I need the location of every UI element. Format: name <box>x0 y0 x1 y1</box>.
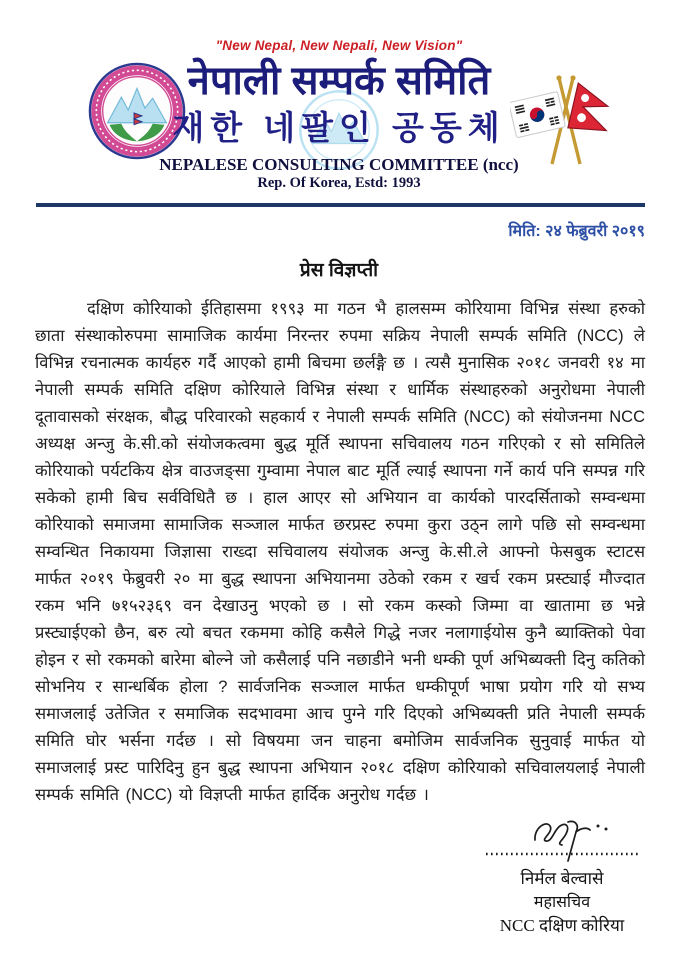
signature-block <box>480 814 644 938</box>
org-subtitle: Rep. Of Korea, Estd: 1993 <box>257 175 421 191</box>
org-title-nepali: नेपाली सम्पर्क समिति <box>187 59 491 103</box>
signatory-role: महासचिव <box>533 894 591 911</box>
tagline: "New Nepal, New Nepali, New Vision" <box>215 38 463 53</box>
handwritten-signature-icon <box>480 814 644 862</box>
document-title: प्रेस विज्ञप्ती <box>299 260 379 281</box>
org-title-english: NEPALESE CONSULTING COMMITTEE (ncc) <box>159 155 519 174</box>
header-titles <box>0 58 678 192</box>
org-title-korean: 재한 네팔인 공동체 <box>172 109 506 146</box>
signatory-name: निर्मल बेल्वासे <box>520 869 604 888</box>
press-release-body: दक्षिण कोरियाको ईतिहासमा १९९३ मा गठन भै हालसम्म कोरियामा विभिन्न संस्था हरुको छाता संस्थाकोरुपमा सामाजिक कार्यमा निरन्तर रुपमा सक्रिय नेपाली सम्पर्क समिति (NCC) ले विभिन्न रचनात्मक कार्यहरु गर्दै आएको हामी बिचमा छर्लङ्गै छ । त्यसै मुनासिक २०१८ जनवरी १४ मा नेपाली सम्पर्क समिति दक्षिण कोरियाले विभिन्न संस्था र धार्मिक संस्थाहरुको अनुरोधमा नेपाली दूतावासको संरक्षक, बौद्ध परिवारको सहकार्य र नेपाली सम्पर्क समिति (NCC) को संयोजनमा NCC अध्यक्ष अन्जु के.सी.को संयोजकत्वमा बुद्ध मूर्ति स्थापना सचिवालय गठन गरिएको र सो समितिले कोरियाको पर्यटकिय क्षेत्र वाउजङ्सा गुम्वामा नेपाल बाट मूर्ति ल्याई स्थापना गर्ने कार्य पनि सम्पन्न गरि सकेको हामी बिच सर्वविधितै छ । हाल आएर सो अभियान वा कार्यको पारदर्सिताको सम्वन्धमा कोरियाको समाजमा सामाजिक सञ्जाल मार्फत छरप्रस्ट रुपमा कुरा उठ्न लागे पछि सो सम्वन्धमा सम्वन्धित निकायमा जिज्ञासा राख्दा सचिवालय संयोजक अन्जु के.सी.ले आफ्नो फेसबुक स्टाटस मार्फत २०१९ फेब्रुवरी २० मा बुद्ध स्थापना अभियानमा उठेको रकम र खर्च रकम प्रस्ट्याई मौज्दात रकम भनि ७१५२३६९ वन देखाउनु भएको छ । सो रकम कस्को जिम्मा वा खातामा छ भन्ने प्रस्ट्याईएको छैन, बरु त्यो बचत रकममा कोहि कसैले गिद्धे नजर नलागाईयोस कुनै ब्याक्तिको पेवा होइन र सो रकमको बारेमा बोल्ने जो कसैलाई पनि नछाडीने भनी धम्की पूर्ण अभिब्यक्ती दिनु कतिको सोभनिय र सान्धर्बिक होला ? सार्वजनिक सञ्जाल मार्फत धम्कीपूर्ण भाषा प्रयोग गरि यो सभ्य समाजलाई उतेजित र समाजिक सदभावमा आच पुग्ने गरि दिएको अभिब्यक्ती प्रति नेपाली सम्पर्क समिति घोर भर्सना गर्दछ । सो विषयमा जन चाहना बमोजिम सार्वजनिक सुनुवाई मार्फत यो समाजलाई प्रस्ट पारिदिनु हुन बुद्ध स्थापना अभियान २०१८ दक्षिण कोरियाको सचिवालयलाई नेपाली सम्पर्क समिति (NCC) यो विज्ञप्ती मार्फत हार्दिक अनुरोध गर्दछ । <box>35 300 645 804</box>
signatory-org: NCC दक्षिण कोरिया <box>499 916 625 935</box>
header-divider <box>36 203 645 207</box>
date-line: मिति: २४ फेब्रुवरी २०१९ <box>508 223 645 240</box>
